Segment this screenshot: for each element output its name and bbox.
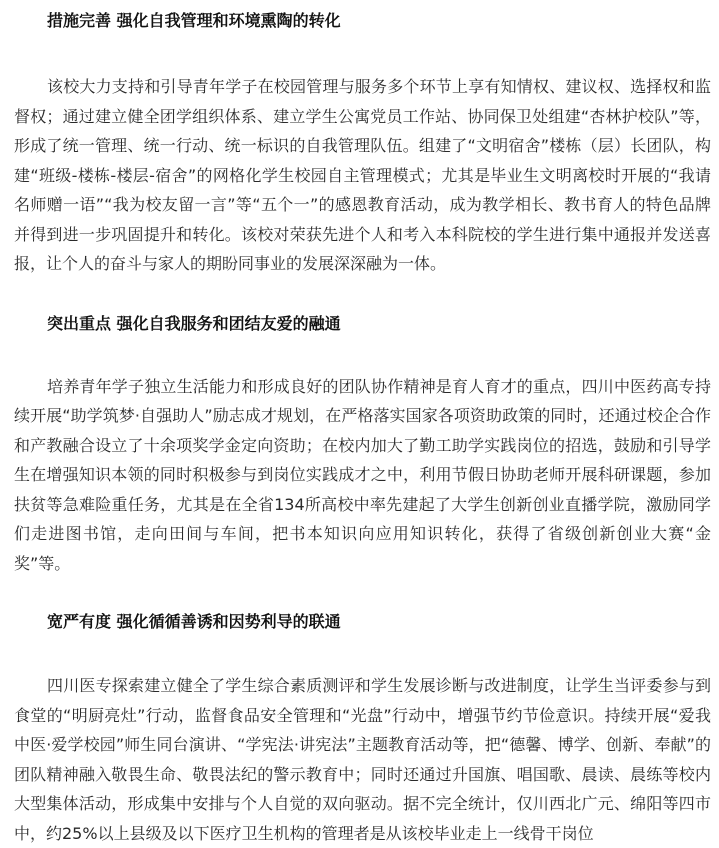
section-guidance	[0, 611, 719, 848]
section-paragraph: 四川医专探索建立健全了学生综合素质测评和学生发展诊断与改进制度，让学生当评委参与到食堂的“明厨亮灶”行动，监督食品安全管理和“光盘”行动中，增强节约节俭意识。持续开展“爱我中医·爱学校园”师生同台演讲、“学宪法·讲宪法”主题教育活动等，把“德馨、博学、创新、奉献”的团队精神融入敬畏生命、敬畏法纪的警示教育中；同时还通过升国旗、唱国歌、晨读、晨练等校内大型集体活动，形成集中安排与个人自觉的双向驱动。据不完全统计，仅川西北广元、绵阳等四市中，约25%以上县级及以下医疗卫生机构的管理者是从该校毕业走上一线骨干岗位	[14, 676, 711, 843]
section-heading: 措施完善 强化自我管理和环境熏陶的转化	[47, 11, 341, 30]
section-self-service	[0, 313, 719, 579]
section-paragraph: 该校大力支持和引导青年学子在校园管理与服务多个环节上享有知情权、建议权、选择权和监督权；通过建立健全团学组织体系、建立学生公寓党员工作站、协同保卫处组建“杏林护校队”等，形成了统一管理、统一行动、统一标识的自我管理队伍。组建了“文明宿舍”楼栋（层）长团队，构建“班级-楼栋-楼层-宿舍”的网格化学生校园自主管理模式；尤其是毕业生文明离校时开展的“我请名师赠一语”“我为校友留一言”等“五个一”的感恩教育活动，成为教学相长、教书育人的特色品牌并得到进一步巩固提升和转化。该校对荣获先进个人和考入本科院校的学生进行集中通报并发送喜报，让个人的奋斗与家人的期盼同事业的发展深深融为一体。	[14, 77, 711, 273]
section-paragraph: 培养青年学子独立生活能力和形成良好的团队协作精神是育人育才的重点，四川中医药高专持续开展“助学筑梦·自强助人”励志成才规划，在严格落实国家各项资助政策的同时，还通过校企合作和产教融合设立了十余项奖学金定向资助；在校内加大了勤工助学实践岗位的招选，鼓励和引导学生在增强知识本领的同时积极参与到岗位实践成才之中，利用节假日协助老师开展科研课题，参加扶贫等急难险重任务，尤其是在全省134所高校中率先建起了大学生创新创业直播学院，激励同学们走进图书馆，走向田间与车间，把书本知识向应用知识转化，获得了省级创新创业大赛“金奖”等。	[14, 376, 711, 573]
section-heading: 突出重点 强化自我服务和团结友爱的融通	[47, 313, 341, 333]
section-heading: 宽严有度 强化循循善诱和因势利导的联通	[47, 612, 341, 631]
section-self-management	[0, 10, 719, 279]
